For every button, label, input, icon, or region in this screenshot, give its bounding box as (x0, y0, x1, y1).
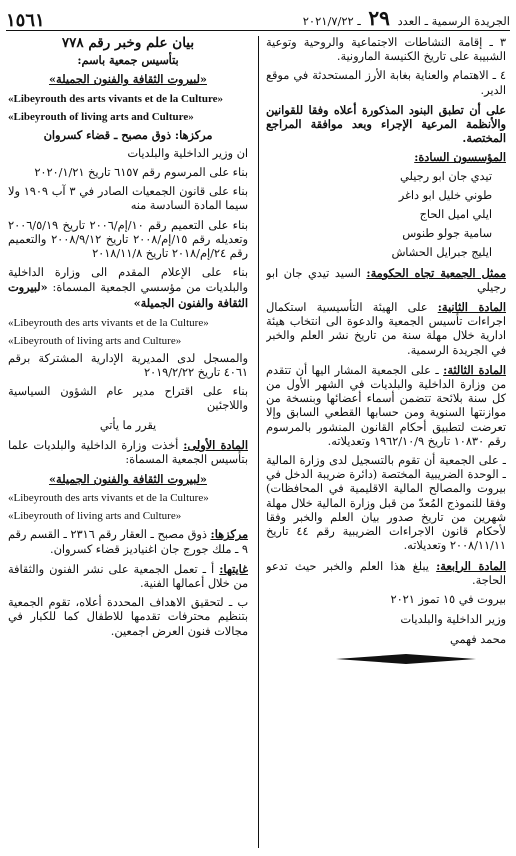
legal-basis-3: بناء على التعميم رقم ١٠/إم/٢٠٠٦ تاريخ ٢٠٠٦/٥/١٩ وتعديله رقم ١٥/إم/٢٠٠٨ تاريخ ٢٠٠٨/٩/١٢ والتعميم رقم ٢٤/إم/٢٠١٨ تاريخ ٢٠١٨/١١/٨ (8, 218, 248, 261)
headquarters-label: مركزها: (210, 527, 248, 542)
article-1-name-fr: «Libeyrouth des arts vivants et de la Culture» (8, 492, 209, 505)
goals-label: غايتها: (219, 561, 248, 576)
representative-name: السيد تيدي جان ابو رجيلي (266, 266, 506, 294)
end-ornament (266, 654, 506, 664)
issue-date: ـ ٢٠٢١/٧/٢٢ (302, 14, 361, 28)
goal-item-4: ٤ ـ الاهتمام والعناية بغابة الأرز المستحدثة في موقع الدير. (266, 69, 506, 97)
right-column (266, 36, 506, 850)
goals (8, 562, 248, 591)
minister-title: وزير الداخلية والبلديات (400, 613, 506, 627)
legal-basis-6: بناء على اقتراح مدير عام الشؤون السياسية واللاجئين (8, 385, 248, 413)
founder-name: طوني خليل ابو داغر (398, 188, 492, 202)
goals-item-b: ب ـ لتحقيق الاهداف المحددة أعلاه، تقوم الجمعية بتنظيم محترفات تقدمها للاطفال كما للكبار في مجالات فنون العرض اجمعين. (8, 596, 248, 638)
article-2 (266, 300, 506, 358)
founding-line: بتأسيس جمعية باسم: (77, 53, 179, 68)
compliance-clause: على أن تطبق البنود المذكورة أعلاه وفقا للقوانين والأنظمة المرعية الإجراء وبعد موافقة المراجع المختصة. (266, 102, 506, 146)
legal-basis-5: والمسجل لدى المديرية الإدارية المشتركة برقم ٤٠٦١ تاريخ ٢٠١٩/٢/٢٢ (8, 351, 248, 380)
legal-basis-4-name-en: «Libeyrouth of living arts and Culture» (8, 334, 182, 347)
legal-basis-1: بناء على المرسوم رقم ٦١٥٧ تاريخ ٢٠٢٠/١/٢١ (34, 166, 248, 180)
founder-name: ايلي اميل الحاج (419, 208, 492, 222)
association-name-fr: «Libeyrouth des arts vivants et de la Culture» (8, 92, 224, 105)
article-3-text: ـ على الجمعية المشار اليها أن تتقدم من وزارة الداخلية والبلديات في الشهر الأول من كل سنة بلائحة تتضمن أسماء أعضائها وبنسخة من موازنتها السنوية ومن حسابها القطعي السابق وإلا تعرضت لتطبيق أحكام القانون المنشور بالمرسوم رقم ١٠٨٣٠ تاريخ ١٩٦٢/١٠/٩ وتعديلاته. (266, 363, 506, 448)
goal-item-3: ٣ ـ إقامة النشاطات الاجتماعية والروحية وتوعية الشبيبة على تاريخ الكنيسة المارونية. (266, 36, 506, 64)
founder-name: ايليج جبرايل الحشاش (391, 246, 492, 260)
page-header (6, 6, 510, 31)
article-3-label: المادة الثالثة: (443, 362, 506, 377)
end-ornament-icon (336, 654, 476, 664)
association-hq: مركزها: ذوق مصبح ـ قضاء كسروان (43, 127, 213, 142)
page-number: ١٥٦١ (6, 10, 45, 31)
article-4-label: المادة الرابعة: (436, 558, 506, 573)
article-2-text: على الهيئة التأسيسية استكمال اجراءات تأسيس الجمعية والدعوة الى انتخاب هيئة ادارية خلال مهلة سنة من تاريخ نشر العلم والخبر في الجريدة الرسمية. (266, 301, 506, 357)
issue-number: ٢٩ (368, 6, 390, 30)
article-1-text: أخذت وزارة الداخلية والبلديات علما بتأسيس الجمعية المسماة: (8, 438, 248, 467)
finance-registration: ـ على الجمعية أن تقوم بالتسجيل لدى وزارة المالية ـ الوحدة الضريبية المختصة (دائرة ضريبة الدخل في بيروت والمصالح المالية الاقليمية في المحافظات) وفقا للنموذج المُعدّ من قبل وزارة المالية خلال مهلة شهرين من تاريخ صدور بيان العلم والخبر وفقا لأحكام قانون الاجراءات الضريبية رقم ٤٤ تاريخ ٢٠٠٨/١١/١١ وتعديلاته. (266, 454, 506, 553)
statement-title: بيان علم وخبر رقم ٧٧٨ (61, 36, 195, 51)
journal-name: الجريدة الرسمية ـ العدد (397, 14, 510, 28)
article-1-label: المادة الأولى: (183, 437, 248, 452)
legal-basis-2: بناء على قانون الجمعيات الصادر في ٣ آب ١٩٠٩ ولا سيما المادة السادسة منه (8, 185, 248, 213)
legal-basis-4 (8, 266, 248, 311)
association-name-en: «Libeyrouth of living arts and Culture» (8, 110, 194, 123)
decides-heading: يقرر ما يأتي (99, 418, 157, 432)
goals-item-a: أ ـ تعمل الجمعية على نشر الفنون والثقافة من خلال أعمالها الفنية. (8, 562, 248, 591)
article-3 (266, 363, 506, 449)
legal-basis-4-text: بناء على الإعلام المقدم الى وزارة الداخلية والبلديات من مؤسسي الجمعية المسماة: (8, 266, 248, 295)
article-2-label: المادة الثانية: (437, 300, 506, 315)
founder-name: سامية جولو طنوس (402, 227, 492, 241)
minister-intro: ان وزير الداخلية والبلديات (127, 146, 248, 160)
founders-title: المؤسسون السادة: (414, 150, 506, 165)
article-1-name-en: «Libeyrouth of living arts and Culture» (8, 510, 182, 523)
headquarters (8, 527, 248, 556)
header-issue-info (302, 6, 510, 30)
column-divider (258, 36, 259, 848)
government-representative (266, 266, 506, 295)
legal-basis-4-name-fr: «Libeyrouth des arts vivants et de la Culture» (8, 316, 209, 329)
article-1-name-ar: «لبيروت الثقافة والفنون الجميلة» (48, 472, 207, 487)
article-1 (8, 438, 248, 467)
minister-name: محمد فهمي (450, 633, 506, 647)
article-4-text: يبلغ هذا العلم والخبر حيث تدعو الحاجة. (266, 559, 506, 587)
association-name-ar: «لبيروت الثقافة والفنون الجميلة» (48, 72, 207, 87)
article-4 (266, 559, 506, 588)
representative-label: ممثل الجمعية تجاه الحكومة: (366, 265, 506, 280)
legal-basis-4-name: «لبيروت الثقافة والفنون الجميلة» (8, 280, 248, 310)
headquarters-text: ذوق مصبح ـ العقار رقم ٢٣١٦ ـ القسم رقم ٩ ـ ملك جورج جان اغنياديز قضاء كسروان. (8, 528, 248, 556)
place-date: بيروت في ١٥ تموز ٢٠٢١ (390, 592, 506, 606)
left-column (8, 36, 248, 850)
founder-name: تيدي جان ابو رجيلي (400, 169, 492, 183)
